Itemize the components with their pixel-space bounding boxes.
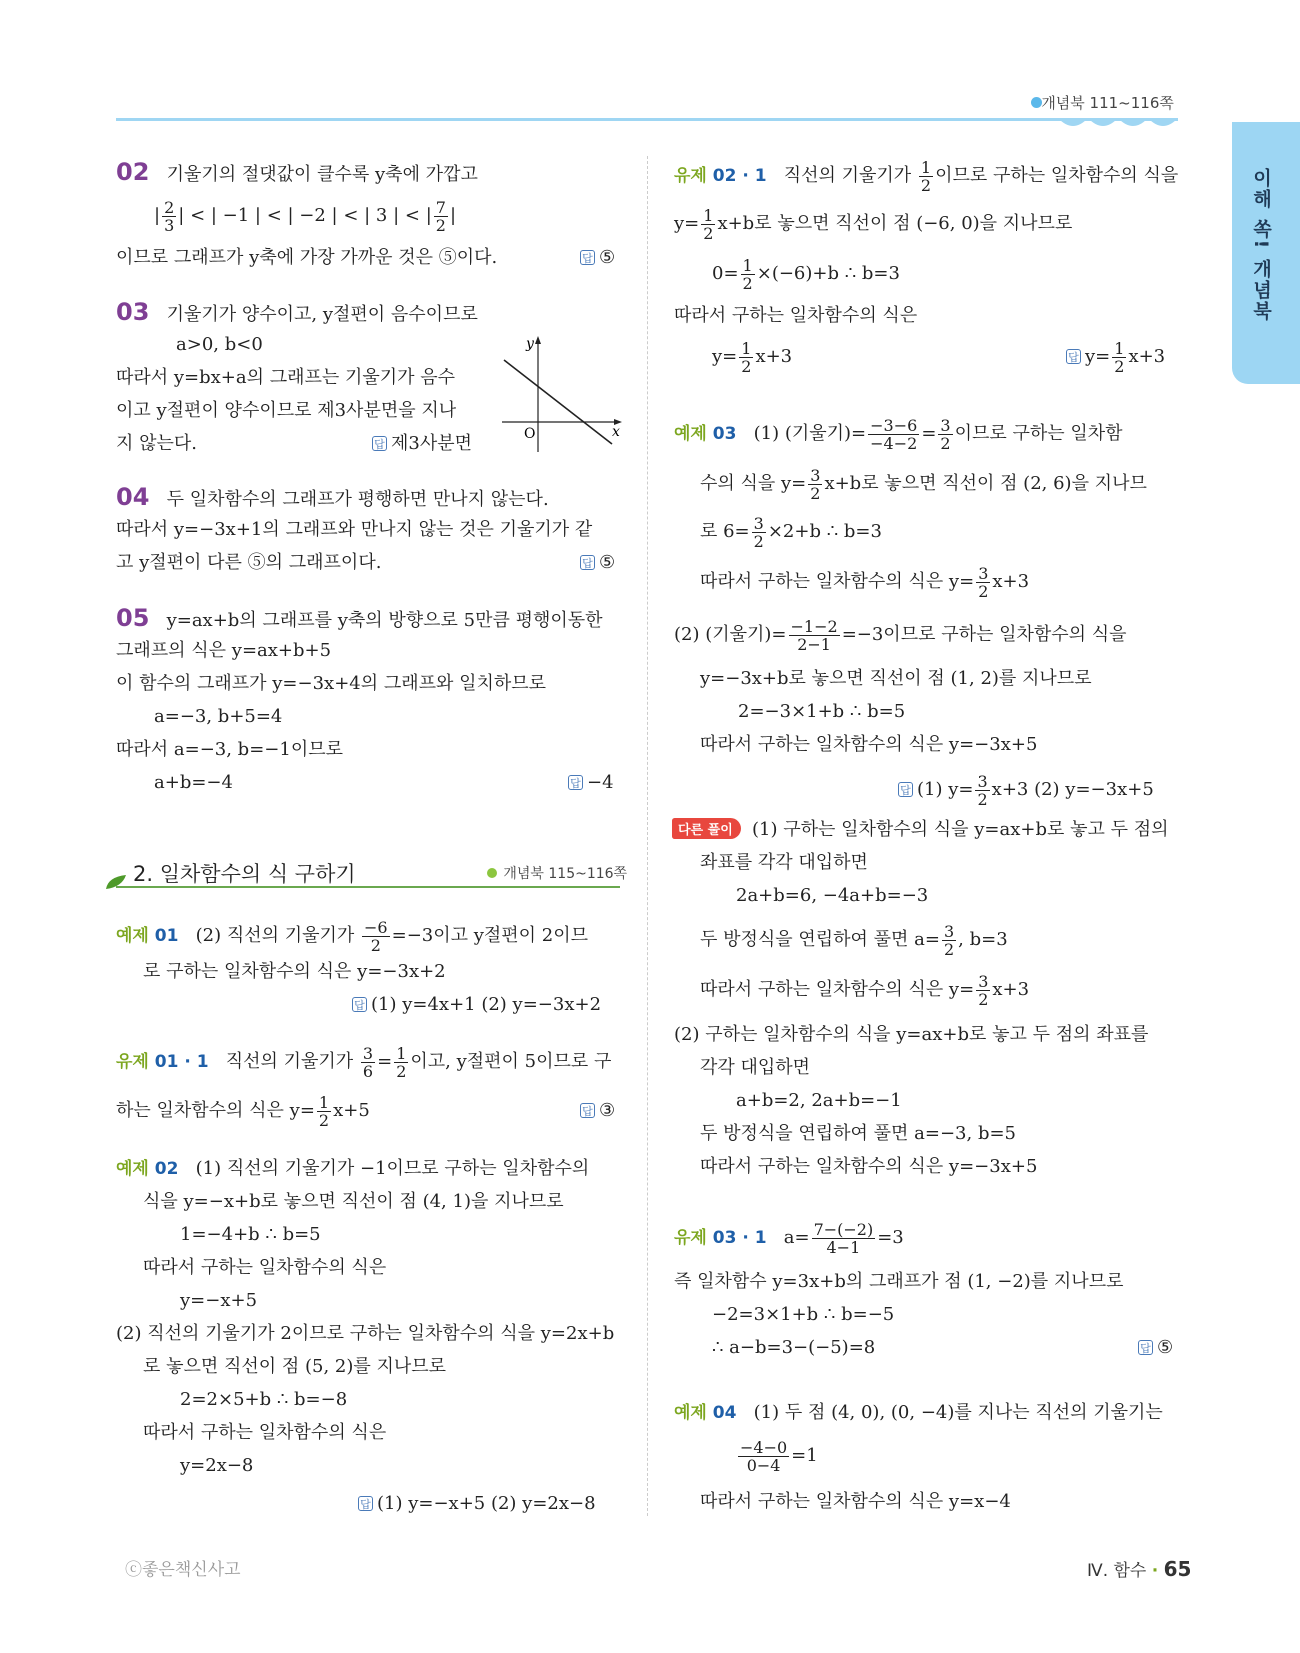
alt-line1: (1) 구하는 일차함수의 식을 y=ax+b로 놓고 두 점의 xyxy=(752,819,1169,840)
problem-number: 04 xyxy=(116,483,150,511)
example-02-line8: 2=2×5+b ∴ b=−8 xyxy=(180,1389,348,1410)
problem-05-line3: 이 함수의 그래프가 y=−3x+4의 그래프와 일치하므로 xyxy=(116,673,547,694)
example-04-line1: 예제 04 (1) 두 점 (4, 0), (0, −4)를 지나는 직선의 기울기는 xyxy=(674,1402,1163,1423)
example-03-line1: 예제 03 (1) (기울기)= $\frac{-3-6}{-4-2}$ = $\frac{3}{2}$ 이므로 구하는 일차함 xyxy=(674,415,1123,453)
exercise-011-line1: 유제 01 · 1 직선의 기울기가 $\frac{3}{6}$ = $\frac{1}{2}$ 이고, y절편이 5이므로 구 xyxy=(116,1043,612,1081)
problem-03-answer: 답 제3사분면 xyxy=(372,432,472,456)
answer-icon: 답 xyxy=(372,436,387,451)
example-03-line7: 2=−3×1+b ∴ b=5 xyxy=(738,701,906,722)
alt-line8: a+b=2, 2a+b=−1 xyxy=(736,1090,902,1111)
problem-05-line1: 05 y=ax+b의 그래프를 y축의 방향으로 5만큼 평행이동한 xyxy=(116,604,603,632)
answer-icon: 답 xyxy=(358,1496,373,1511)
alt-line7: 각각 대입하면 xyxy=(700,1057,811,1078)
example-03-answer: 답 (1) y= $\frac{3}{2}$ x+3 (2) y=−3x+5 xyxy=(898,770,1154,810)
problem-04-answer: 답 ⑤ xyxy=(580,551,615,575)
graph-x-label: x xyxy=(612,424,620,440)
header-ref: 개념북 111~116쪽 xyxy=(1041,94,1174,112)
exercise-021-line1: 유제 02 · 1 직선의 기울기가 $\frac{1}{2}$ 이므로 구하는 일차함수의 식을 xyxy=(674,157,1179,195)
example-02-line5: y=−x+5 xyxy=(180,1290,258,1311)
example-01-line2: 로 구하는 일차함수의 식은 y=−3x+2 xyxy=(143,961,446,982)
exercise-021-line3: 0= $\frac{1}{2}$ ×(−6)+b ∴ b=3 xyxy=(712,255,900,293)
alt-line5: 따라서 구하는 일차함수의 식은 y= $\frac{3}{2}$ x+3 xyxy=(700,971,1030,1009)
problem-05-line2: 그래프의 식은 y=ax+b+5 xyxy=(116,640,332,661)
example-04-line2: $\frac{-4-0}{0-4}$ =1 xyxy=(740,1437,818,1475)
problem-03-graph xyxy=(500,334,624,458)
example-tag: 예제 03 xyxy=(674,424,737,444)
answer-icon: 답 xyxy=(352,997,367,1012)
footer-copyright: ⓒ좋은책신사고 xyxy=(125,1560,241,1580)
example-03-line2: 수의 식을 y= $\frac{3}{2}$ x+b로 놓으면 직선이 점 (2, 6)을 지나므 xyxy=(700,465,1147,503)
page-number: 65 xyxy=(1163,1557,1192,1581)
footer-page: Ⅳ. 함수 · 65 xyxy=(1087,1557,1192,1581)
problem-05-answer: 답 −4 xyxy=(568,771,614,795)
example-03-line3: 로 6= $\frac{3}{2}$ ×2+b ∴ b=3 xyxy=(700,513,882,551)
answer-icon: 답 xyxy=(568,775,583,790)
exercise-031-line3: −2=3×1+b ∴ b=−5 xyxy=(712,1304,895,1325)
leaf-icon xyxy=(104,873,128,891)
example-tag: 예제 04 xyxy=(674,1403,737,1423)
problem-03-line4: 이고 y절편이 양수이므로 제3사분면을 지나 xyxy=(116,400,457,421)
header-wave xyxy=(1058,118,1180,134)
problem-02-line3: 이므로 그래프가 y축에 가장 가까운 것은 ⑤이다. xyxy=(116,247,498,268)
problem-03-line2: a>0, b<0 xyxy=(176,334,263,355)
example-02-line2: 식을 y=−x+b로 놓으면 직선이 점 (4, 1)을 지나므로 xyxy=(143,1191,564,1212)
example-02-line3: 1=−4+b ∴ b=5 xyxy=(180,1224,321,1245)
example-01-answer: 답 (1) y=4x+1 (2) y=−3x+2 xyxy=(352,993,601,1017)
graph-y-label: y xyxy=(526,336,534,352)
answer-icon: 답 xyxy=(898,782,913,797)
problem-05-line4: a=−3, b+5=4 xyxy=(154,706,283,727)
example-02-line7: 로 놓으면 직선이 점 (5, 2)를 지나므로 xyxy=(143,1356,447,1377)
answer-icon: 답 xyxy=(580,1103,595,1118)
alt-line9: 두 방정식을 연립하여 풀면 a=−3, b=5 xyxy=(700,1123,1017,1144)
column-separator xyxy=(647,156,648,1516)
example-02-line10: y=2x−8 xyxy=(180,1455,254,1476)
exercise-021-line2: y= $\frac{1}{2}$ x+b로 놓으면 직선이 점 (−6, 0)을 지나므로 xyxy=(674,205,1073,243)
problem-03-line3: 따라서 y=bx+a의 그래프는 기울기가 음수 xyxy=(116,367,456,388)
alt-solution-badge: 다른 풀이 xyxy=(672,818,741,839)
problem-04-line3: 고 y절편이 다른 ⑤의 그래프이다. xyxy=(116,552,382,573)
problem-number: 05 xyxy=(116,604,150,632)
problem-02-answer: 답 ⑤ xyxy=(580,246,615,270)
problem-02-line2: | $\frac{2}{3}$ | < | −1 | < | −2 | < | 3 | < | $\frac{7}{2}$ | xyxy=(154,197,457,235)
exercise-tag: 유제 01 · 1 xyxy=(116,1052,209,1072)
answer-icon: 답 xyxy=(1066,349,1081,364)
example-03-line6: y=−3x+b로 놓으면 직선이 점 (1, 2)를 지나므로 xyxy=(700,668,1092,689)
example-tag: 예제 01 xyxy=(116,926,179,946)
alt-line6: (2) 구하는 일차함수의 식을 y=ax+b로 놓고 두 점의 좌표를 xyxy=(674,1024,1149,1045)
section-rule xyxy=(116,886,620,888)
exercise-tag: 유제 03 · 1 xyxy=(674,1228,767,1248)
section-ref: 개념북 115~116쪽 xyxy=(503,866,628,882)
example-02-answer: 답 (1) y=−x+5 (2) y=2x−8 xyxy=(358,1492,596,1516)
alt-line3: 2a+b=6, −4a+b=−3 xyxy=(736,885,929,906)
section-title: 2. 일차함수의 식 구하기 xyxy=(133,862,356,886)
exercise-021-line5: y= $\frac{1}{2}$ x+3 xyxy=(712,338,793,376)
exercise-031-line1: 유제 03 · 1 a= $\frac{7-(-2)}{4-1}$ =3 xyxy=(674,1219,904,1257)
alt-line4: 두 방정식을 연립하여 풀면 a= $\frac{3}{2}$ , b=3 xyxy=(700,921,1008,959)
exercise-021-answer: 답 y= $\frac{1}{2}$ x+3 xyxy=(1066,337,1165,377)
example-03-line5: (2) (기울기)= $\frac{-1-2}{2-1}$ =−3이므로 구하는 일차함수의 식을 xyxy=(674,616,1127,654)
problem-04-line1: 04 두 일차함수의 그래프가 평행하면 만나지 않는다. xyxy=(116,483,549,511)
answer-icon: 답 xyxy=(580,250,595,265)
answer-icon: 답 xyxy=(1138,1340,1153,1355)
exercise-tag: 유제 02 · 1 xyxy=(674,166,767,186)
exercise-031-line4: ∴ a−b=3−(−5)=8 xyxy=(712,1337,876,1358)
answer-icon: 답 xyxy=(580,555,595,570)
example-02-line6: (2) 직선의 기울기가 2이므로 구하는 일차함수의 식을 y=2x+b xyxy=(116,1323,615,1344)
exercise-021-line4: 따라서 구하는 일차함수의 식은 xyxy=(674,305,918,326)
alt-line10: 따라서 구하는 일차함수의 식은 y=−3x+5 xyxy=(700,1156,1038,1177)
example-03-line8: 따라서 구하는 일차함수의 식은 y=−3x+5 xyxy=(700,734,1038,755)
example-02-line9: 따라서 구하는 일차함수의 식은 xyxy=(143,1422,387,1443)
problem-03-line5: 지 않는다. xyxy=(116,433,197,454)
problem-03-line1: 03 기울기가 양수이고, y절편이 음수이므로 xyxy=(116,298,478,326)
problem-number: 02 xyxy=(116,158,150,186)
problem-02-line1: 02 기울기의 절댓값이 클수록 y축에 가깝고 xyxy=(116,158,478,186)
graph-origin-label: O xyxy=(524,426,536,442)
example-01-line1: 예제 01 (2) 직선의 기울기가 $\frac{-6}{2}$ =−3이고 y절편이 2이므 xyxy=(116,917,589,955)
exercise-011-answer: 답 ③ xyxy=(580,1099,615,1123)
problem-05-line6: a+b=−4 xyxy=(154,772,233,793)
exercise-011-line2: 하는 일차함수의 식은 y= $\frac{1}{2}$ x+5 xyxy=(116,1092,370,1130)
example-02-line4: 따라서 구하는 일차함수의 식은 xyxy=(143,1257,387,1278)
problem-05-line5: 따라서 a=−3, b=−1이므로 xyxy=(116,739,343,760)
problem-04-line2: 따라서 y=−3x+1의 그래프와 만나지 않는 것은 기울기가 같 xyxy=(116,519,593,540)
example-tag: 예제 02 xyxy=(116,1159,179,1179)
side-tab-label: 이해 쏙! 개념북 xyxy=(1250,168,1272,322)
example-02-line1: 예제 02 (1) 직선의 기울기가 −1이므로 구하는 일차함수의 xyxy=(116,1158,590,1179)
exercise-031-answer: 답 ⑤ xyxy=(1138,1336,1173,1360)
exercise-031-line2: 즉 일차함수 y=3x+b의 그래프가 점 (1, −2)를 지나므로 xyxy=(674,1271,1124,1292)
example-03-line4: 따라서 구하는 일차함수의 식은 y= $\frac{3}{2}$ x+3 xyxy=(700,563,1030,601)
alt-line2: 좌표를 각각 대입하면 xyxy=(700,852,868,873)
problem-number: 03 xyxy=(116,298,150,326)
header-rule xyxy=(116,118,1178,121)
example-04-line3: 따라서 구하는 일차함수의 식은 y=x−4 xyxy=(700,1491,1011,1512)
